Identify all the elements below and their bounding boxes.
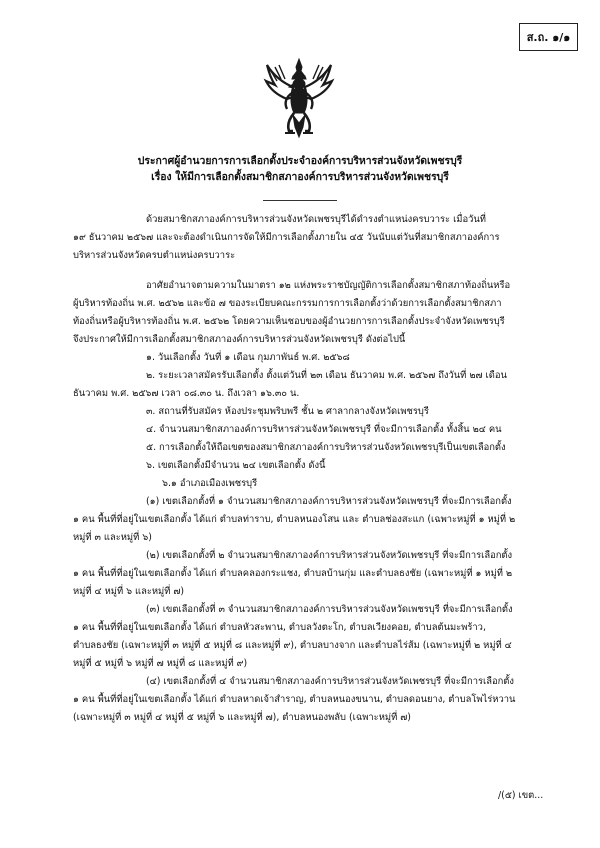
body-line: ๖. เขตเลือกตั้งมีจำนวน ๒๔ เขตเลือกตั้ง ดังนี้ [146, 460, 326, 471]
form-code: ส.ถ. ๑/๑ [526, 31, 571, 44]
body-line: ๕. การเลือกตั้งให้ถือเขตของสมาชิกสภาองค์การบริหารส่วนจังหวัดเพชรบุรีเป็นเขตเลือกตั้ง [146, 442, 506, 453]
announcement-title: ประกาศผู้อำนวยการการเลือกตั้งประจำองค์การบริหารส่วนจังหวัดเพชรบุรี [137, 155, 463, 167]
body-line: อาศัยอำนาจตามความในมาตรา ๑๒ แห่งพระราชบัญญัติการเลือกตั้งสมาชิกสภาท้องถิ่นหรือ [146, 280, 511, 291]
body-line: จึงประกาศให้มีการเลือกตั้งสมาชิกสภาองค์การบริหารส่วนจังหวัดเพชรบุรี ดังต่อไปนี้ [73, 334, 406, 345]
body-line: บริหารส่วนจังหวัดครบตำแหน่งครบวาระ [73, 250, 236, 261]
body-line: ๑ คน พื้นที่ที่อยู่ในเขตเลือกตั้ง ได้แก่ ตำบลท่าราบ, ตำบลหนองโสน และ ตำบลช่องสะแก (เฉพาะหมู่ที่ ๑ หมู่ที่ ๒ [73, 514, 516, 525]
garuda-emblem [263, 57, 335, 141]
body-line: ๑. วันเลือกตั้ง วันที่ ๑ เดือน กุมภาพันธ์ พ.ศ. ๒๕๖๘ [146, 352, 350, 363]
body-line: ธันวาคม พ.ศ. ๒๕๖๗ เวลา ๐๘.๓๐ น. ถึงเวลา ๑๖.๓๐ น. [73, 388, 300, 399]
body-line: ตำบลธงชัย (เฉพาะหมู่ที่ ๓ หมู่ที่ ๕ หมู่ที่ ๘ และหมู่ที่ ๙), ตำบลบางจาก และตำบลไร่ส้ม (เฉพาะหมู่ที่ ๒ หมู่ที่ ๔ [73, 640, 512, 651]
body-line: ผู้บริหารท้องถิ่น พ.ศ. ๒๕๖๒ และข้อ ๗ ของระเบียบคณะกรรมการการเลือกตั้งว่าด้วยการเลือกตั้งสมาชิกสภา [73, 298, 502, 309]
body-line: (๑) เขตเลือกตั้งที่ ๑ จำนวนสมาชิกสภาองค์การบริหารส่วนจังหวัดเพชรบุรี ที่จะมีการเลือกตั้ง [146, 496, 512, 507]
body-line: หมู่ที่ ๕ หมู่ที่ ๖ หมู่ที่ ๗ หมู่ที่ ๘ และหมู่ที่ ๙) [73, 658, 248, 669]
body-line: ๑ คน พื้นที่ที่อยู่ในเขตเลือกตั้ง ได้แก่ ตำบลหาดเจ้าสำราญ, ตำบลหนองขนาน, ตำบลดอนยาง, ตำบลโพไร่หวาน [73, 694, 516, 705]
body-line: ๔. จำนวนสมาชิกสภาองค์การบริหารส่วนจังหวัดเพชรบุรี ที่จะมีการเลือกตั้ง ทั้งสิ้น ๒๔ คน [146, 424, 502, 435]
body-line: (๓) เขตเลือกตั้งที่ ๓ จำนวนสมาชิกสภาองค์การบริหารส่วนจังหวัดเพชรบุรี ที่จะมีการเลือกตั้ง [146, 604, 513, 615]
title-divider [263, 200, 337, 201]
body-line: ๑ คน พื้นที่ที่อยู่ในเขตเลือกตั้ง ได้แก่ ตำบลคลองกระแชง, ตำบลบ้านกุ่ม และตำบลธงชัย (เฉพาะหมู่ที่ ๑ หมู่ที่ ๒ [73, 568, 513, 579]
body-line: (๔) เขตเลือกตั้งที่ ๔ จำนวนสมาชิกสภาองค์การบริหารส่วนจังหวัดเพชรบุรี ที่จะมีการเลือกตั้ง [146, 676, 514, 687]
body-line: หมู่ที่ ๔ หมู่ที่ ๖ และหมู่ที่ ๗) [73, 586, 185, 597]
body-line: ๑๙ ธันวาคม ๒๕๖๗ และจะต้องดำเนินการจัดให้มีการเลือกตั้งภายใน ๔๕ วันนับแต่วันที่สมาชิกสภาองค์การ [73, 232, 500, 243]
body-line: ๖.๑ อำเภอเมืองเพชรบุรี [162, 478, 258, 489]
announcement-subject: เรื่อง ให้มีการเลือกตั้งสมาชิกสภาองค์การบริหารส่วนจังหวัดเพชรบุรี [151, 171, 449, 183]
body-line: (๒) เขตเลือกตั้งที่ ๒ จำนวนสมาชิกสภาองค์การบริหารส่วนจังหวัดเพชรบุรี ที่จะมีการเลือกตั้ง [146, 550, 513, 561]
body-line: หมู่ที่ ๓ และหมู่ที่ ๖) [73, 532, 152, 543]
body-line: ท้องถิ่นหรือผู้บริหารท้องถิ่น พ.ศ. ๒๕๖๒ โดยความเห็นชอบของผู้อำนวยการการเลือกตั้งประจำจังหวัดเพชรบุรี [73, 316, 505, 327]
body-line: ด้วยสมาชิกสภาองค์การบริหารส่วนจังหวัดเพชรบุรีได้ดำรงตำแหน่งครบวาระ เมื่อวันที่ [146, 214, 486, 225]
body-line: ๒. ระยะเวลาสมัครรับเลือกตั้ง ตั้งแต่วันที่ ๒๓ เดือน ธันวาคม พ.ศ. ๒๕๖๗ ถึงวันที่ ๒๗ เดือน [146, 370, 507, 381]
continuation-marker: /(๕) เขต... [498, 790, 544, 801]
body-line: ๑ คน พื้นที่ที่อยู่ในเขตเลือกตั้ง ได้แก่ ตำบลหัวสะพาน, ตำบลวังตะโก, ตำบลเวียงคอย, ตำบลต้นมะพร้าว, [73, 622, 486, 633]
body-line: (เฉพาะหมู่ที่ ๓ หมู่ที่ ๔ หมู่ที่ ๕ หมู่ที่ ๖ และหมู่ที่ ๗), ตำบลหนองพลับ (เฉพาะหมู่ที่ ๗) [73, 712, 411, 723]
form-code-box [519, 23, 578, 51]
body-line: ๓. สถานที่รับสมัคร ห้องประชุมพริบพรี ชั้น ๒ ศาลากลางจังหวัดเพชรบุรี [146, 406, 429, 417]
